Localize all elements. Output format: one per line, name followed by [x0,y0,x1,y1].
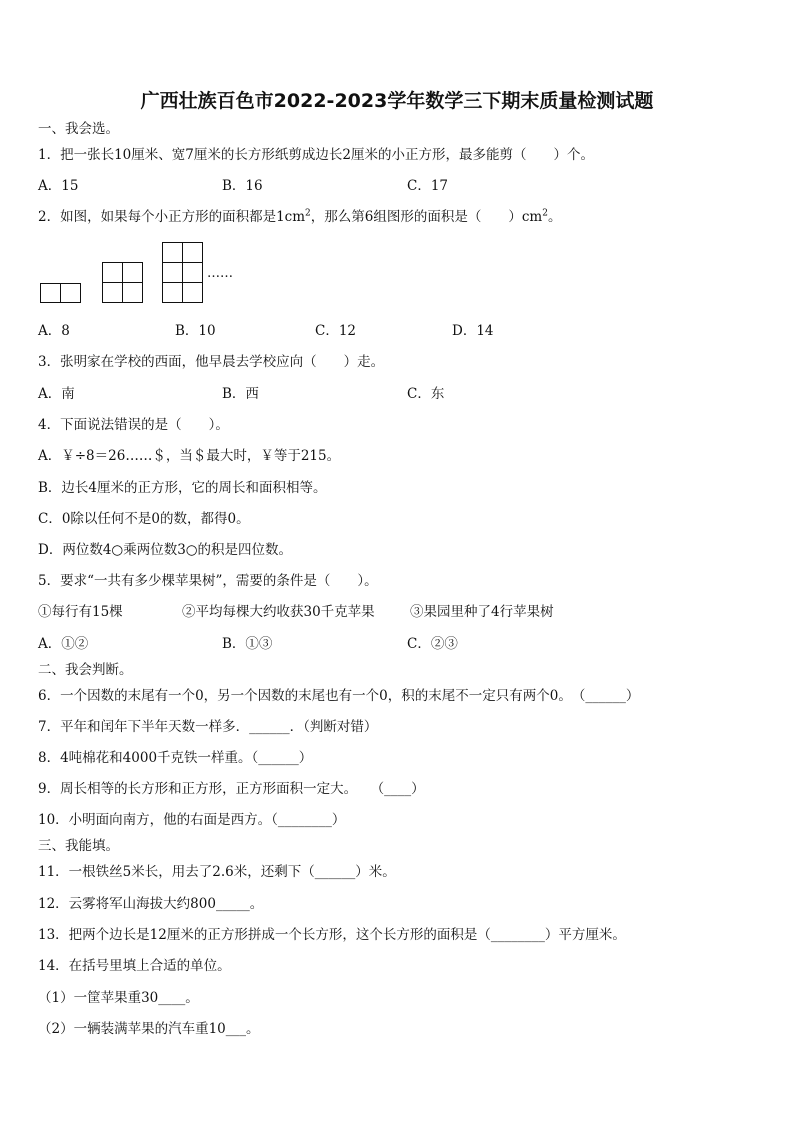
question-14: 14．在括号里填上合适的单位。 [38,958,231,974]
question-7: 7．平年和闰年下半年天数一样多．______．（判断对错） [38,719,378,735]
q2-text-after: 。 [547,209,562,225]
section-heading-2: 二、我会判断。 [38,662,133,678]
q4-option-a: A．￥÷8＝26……＄，当＄最大时，￥等于215。 [38,448,341,464]
q5-condition-3: ③果园里种了4行苹果树 [410,604,554,620]
question-1: 1．把一张长10厘米、宽7厘米的长方形纸剪成边长2厘米的小正方形，最多能剪（ ）个。 [38,147,594,163]
section-heading-1: 一、我会选。 [38,121,119,137]
q4-option-c: C．0除以任何不是0的数，都得0。 [38,511,250,527]
q2-text-before: 2．如图，如果每个小正方形的面积都是1cm [38,209,306,225]
q5-option-a: A．①② [38,636,89,652]
q1-option-c: C．17 [407,178,449,194]
q2-option-c: C．12 [315,323,357,339]
page-title: 广西壮族百色市2022-2023学年数学三下期末质量检测试题 [140,90,654,112]
q4-option-d: D．两位数4○乘两位数3○的积是四位数。 [38,542,293,558]
question-12: 12．云雾将军山海拔大约800_____。 [38,896,264,912]
q3-option-b: B．西 [222,386,259,402]
q3-option-c: C．东 [407,386,445,402]
question-4: 4．下面说法错误的是（ ）。 [38,417,229,433]
question-6: 6．一个因数的末尾有一个0，另一个因数的末尾也有一个0，积的末尾不一定只有两个0。 （______） [38,688,640,704]
q4-option-b: B．边长4厘米的正方形，它的周长和面积相等。 [38,480,327,496]
question-8: 8．4吨棉花和4000千克铁一样重。（______） [38,750,313,766]
question-11: 11．一根铁丝5米长，用去了2.6米，还剩下（______）米。 [38,864,396,880]
q2-option-a: A．8 [38,323,70,339]
question-2 [38,208,561,226]
q3-option-a: A．南 [38,386,75,402]
q2-text-mid: ，那么第6组图形的面积是（ ）cm [310,209,543,225]
q5-option-b: B．①③ [222,636,273,652]
q2-option-d: D．14 [452,323,494,339]
q14-part-1: （1）一筐苹果重30____。 [38,990,199,1006]
q2-option-b: B．10 [175,323,216,339]
question-3: 3．张明家在学校的西面，他早晨去学校应向（ ）走。 [38,354,385,370]
q14-part-2: （2）一辆装满苹果的汽车重10___。 [38,1021,260,1037]
figure-ellipsis: …… [207,266,233,281]
question-10: 10．小明面向南方，他的右面是西方。（________） [38,812,346,828]
q5-condition-2: ②平均每棵大约收获30千克苹果 [182,604,375,620]
q1-option-b: B．16 [222,178,263,194]
q5-option-c: C．②③ [407,636,458,652]
q2-superscript-2: 2 [542,208,548,219]
question-13: 13．把两个边长是12厘米的正方形拼成一个长方形，这个长方形的面积是（________）平方厘米。 [38,927,626,943]
question-9: 9．周长相等的长方形和正方形，正方形面积一定大。 （____） [38,781,425,797]
question-5: 5．要求“一共有多少棵苹果树”，需要的条件是（ ）。 [38,573,378,589]
q5-condition-1: ①每行有15棵 [38,604,123,620]
q2-superscript-1: 2 [305,208,311,219]
q1-option-a: A．15 [38,178,79,194]
section-heading-3: 三、我能填。 [38,838,119,854]
